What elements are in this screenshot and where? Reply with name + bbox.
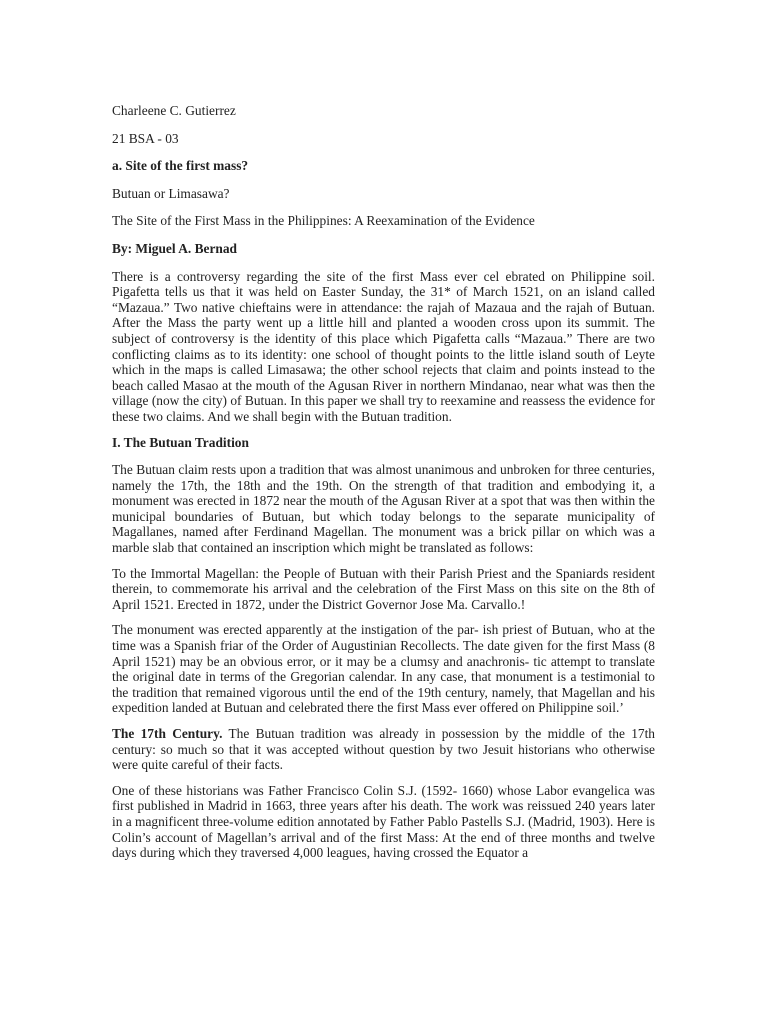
intro-paragraph: There is a controversy regarding the site of the first Mass ever cel ebrated on Philippine soil. Pigafetta tells us that it was held on Easter Sunday, the 31* of March 1521, on an island called “Mazaua.” Two native chieftains were in attendance: the rajah of Mazaua and the rajah of Butuan. After the Mass the party went up a little hill and planted a wooden cross upon its summit. The subject of controversy is the identity of this place which Pigafetta calls “Mazaua.” There are two conflicting claims as to its identity: one school of thought points to the little island south of Leyte which in the maps is called Limasawa; the other school rejects that claim and points instead to the beach called Masao at the mouth of the Agusan River in northern Mindanao, near what was then the village (now the city) of Butuan. In this paper we shall try to reexamine and reassess the evidence for these two claims. And we shall begin with the Butuan tradition.	[112, 268, 655, 424]
monument-paragraph: The monument was erected apparently at the instigation of the par- ish priest of Butuan, who at the time was a Spanish friar of the Order of Augustinian Recollects. The date given for the first Mass (8 April 1521) may be an obvious error, or it may be a clumsy and anachronis- tic attempt to translate the original date in terms of the Gregorian calendar. In any case, that monument is a testimonial to the tradition that remained vigorous until the end of the 19th century, namely, that Magellan and his expedition landed at Butuan and celebrated there the first Mass ever offered on Philippine soil.’	[112, 622, 655, 716]
author-name: Charleene C. Gutierrez	[112, 103, 236, 118]
section-code: 21 BSA - 03	[112, 130, 179, 146]
article-title: The Site of the First Mass in the Philippines: A Reexamination of the Evidence	[112, 213, 535, 229]
century-text: The Butuan tradition was already in possession by the middle of the 17th century: so much so that it was accepted without question by two Jesuit historians who otherwise were quite careful of their facts.	[112, 726, 656, 773]
document-page	[112, 103, 655, 871]
inscription-paragraph: To the Immortal Magellan: the People of Butuan with their Parish Priest and the Spaniards resident therein, to commemorate his arrival and the celebration of the First Mass on this site on the 8th of April 1521. Erected in 1872, under the District Governor Jose Ma. Carvallo.!	[112, 565, 655, 612]
century-paragraph	[112, 726, 655, 773]
section-heading: I. The Butuan Tradition	[112, 434, 249, 450]
question-heading: a. Site of the first mass?	[112, 158, 249, 174]
colin-paragraph: One of these historians was Father Francisco Colin S.J. (1592- 1660) whose Labor evangelica was first published in Madrid in 1663, three years after his death. The work was reissued 240 years later in a magnificent three-volume edition annotated by Father Pablo Pastells S.J. (Madrid, 1903). Here is Colin’s account of Magellan’s arrival and of the first Mass: At the end of three months and twelve days during which they traversed 4,000 leagues, having crossed the Equator a	[112, 782, 655, 861]
butuan-paragraph: The Butuan claim rests upon a tradition that was almost unanimous and unbroken for three centuries, namely the 17th, the 18th and the 19th. On the strength of that tradition and embodying it, a monument was erected in 1872 near the mouth of the Agusan River at a spot that was then within the municipal boundaries of Butuan, but which today belongs to the separate municipality of Magallanes, named after Ferdinand Magellan. The monument was a brick pillar on which was a marble slab that contained an inscription which might be translated as follows:	[112, 462, 655, 556]
subquestion: Butuan or Limasawa?	[112, 185, 230, 201]
century-lead: The 17th Century.	[112, 726, 223, 741]
byline: By: Miguel A. Bernad	[112, 240, 237, 256]
